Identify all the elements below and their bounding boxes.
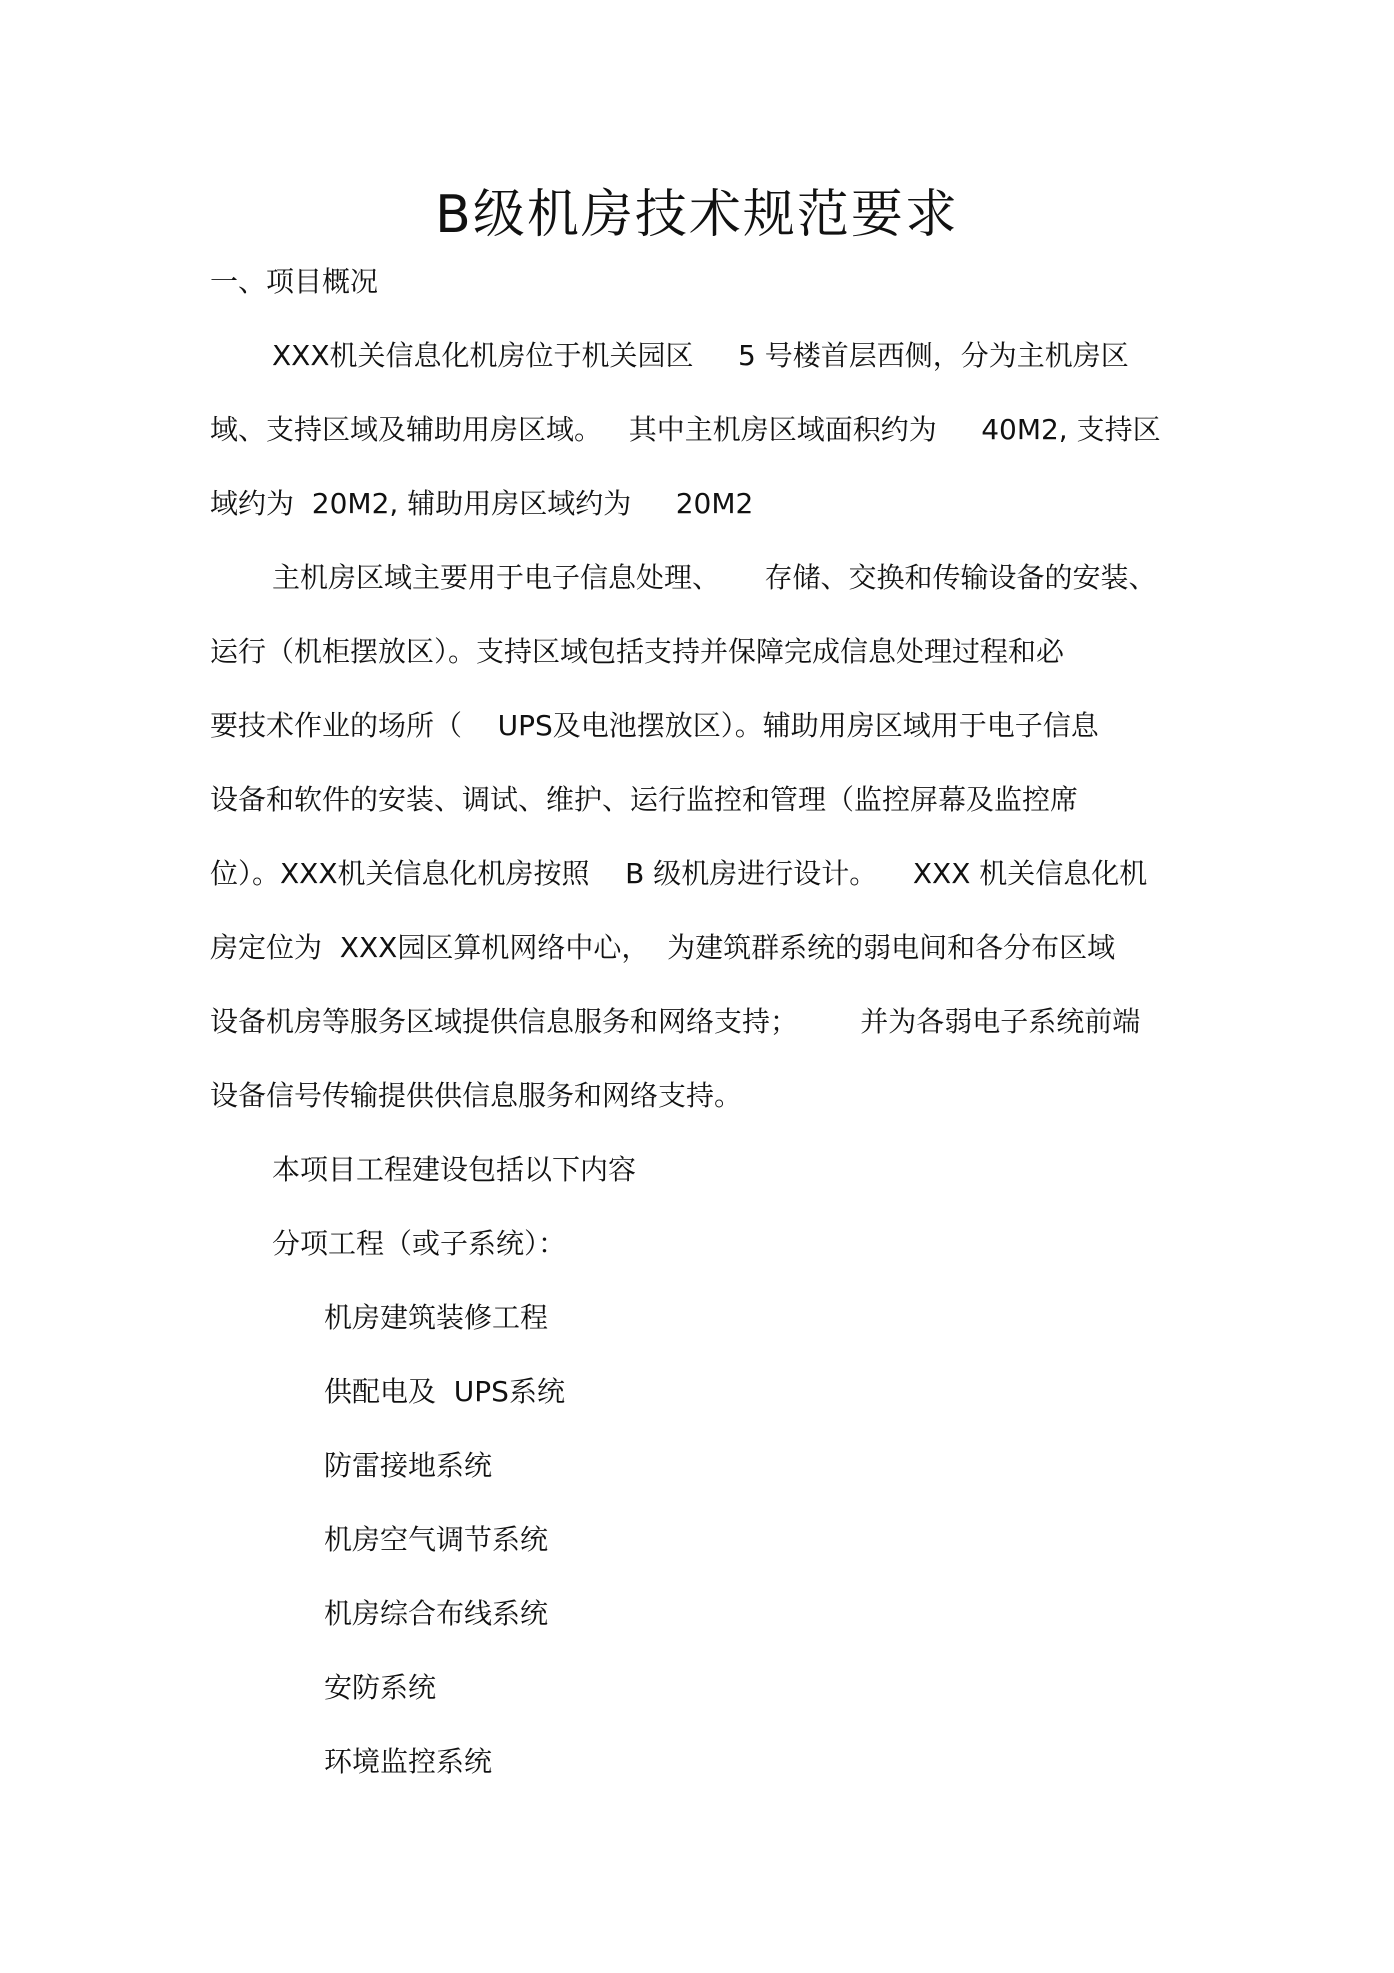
document-title: B级机房技术规范要求 (435, 185, 959, 245)
scope-intro: 本项目工程建设包括以下内容 (272, 1153, 637, 1186)
list-item: 供配电及 UPS系统 (324, 1375, 565, 1408)
paragraph-line: 要技术作业的场所（ UPS及电池摆放区）。辅助用房区域用于电子信息 (210, 709, 1099, 742)
paragraph-line: 运行（机柜摆放区）。支持区域包括支持并保障完成信息处理过程和必 (210, 635, 1065, 668)
subsystems-label: 分项工程（或子系统）： (272, 1227, 567, 1260)
list-item: 机房综合布线系统 (324, 1597, 549, 1630)
list-item: 环境监控系统 (324, 1745, 493, 1778)
list-item: 机房空气调节系统 (324, 1523, 549, 1556)
paragraph-line: 房定位为 XXX园区算机网络中心， 为建筑群系统的弱电间和各分布区域 (210, 931, 1116, 964)
paragraph-line: 设备和软件的安装、调试、维护、运行监控和管理（监控屏幕及监控席 (210, 783, 1079, 816)
paragraph-line: 设备信号传输提供供信息服务和网络支持。 (210, 1079, 743, 1112)
list-item: 安防系统 (324, 1671, 437, 1704)
section-heading: 一、项目概况 (210, 265, 379, 298)
paragraph-line: XXX机关信息化机房位于机关园区 5 号楼首层西侧，分为主机房区 (272, 339, 1129, 372)
paragraph-line: 域、支持区域及辅助用房区域。 其中主机房区域面积约为 40M2, 支持区 (210, 413, 1161, 446)
paragraph-line: 位）。XXX机关信息化机房按照 B 级机房进行设计。 XXX 机关信息化机 (210, 857, 1148, 890)
paragraph-line: 域约为 20M2, 辅助用房区域约为 20M2 (210, 487, 754, 520)
list-item: 机房建筑装修工程 (324, 1301, 549, 1334)
paragraph-line: 主机房区域主要用于电子信息处理、 存储、交换和传输设备的安装、 (272, 561, 1157, 594)
list-item: 防雷接地系统 (324, 1449, 493, 1482)
paragraph-line: 设备机房等服务区域提供信息服务和网络支持； 并为各弱电子系统前端 (210, 1005, 1141, 1038)
